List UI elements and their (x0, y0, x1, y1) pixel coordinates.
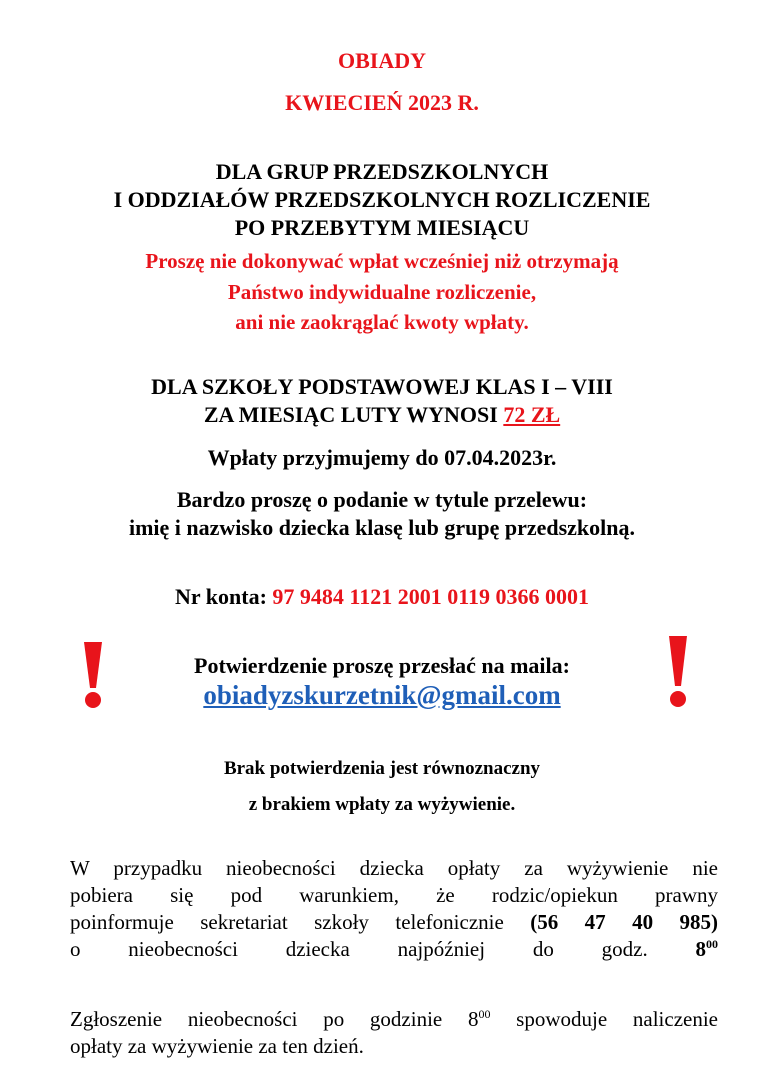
deadline-hour-minutes: 00 (706, 937, 719, 951)
preschool-heading-line1: DLA GRUP PRZEDSZKOLNYCH (215, 159, 549, 184)
late-report-text: Zgłoszenie nieobecności po godzinie 8 (70, 1007, 479, 1031)
deadline-hour (696, 937, 719, 961)
confirmation-note-line1: Brak potwierdzenia jest równoznaczny (223, 758, 541, 779)
confirmation-note-line2: z brakiem wpłaty za wyżywienie. (248, 794, 516, 815)
absence-paragraph-line1: W przypadku nieobecności dziecka opłaty za wyżywienie nie (70, 856, 718, 880)
absence-paragraph-line2: pobiera się pod warunkiem, że rodzic/opiekun prawny (70, 883, 718, 907)
school-fee-label: ZA MIESIĄC LUTY WYNOSI (203, 402, 504, 427)
absence-paragraph-line3 (70, 909, 718, 936)
school-heading-line2 (0, 402, 764, 428)
preschool-warning-line1: Proszę nie dokonywać wpłat wcześniej niż otrzymają (145, 249, 619, 273)
confirmation-text: Potwierdzenie proszę przesłać na maila: (194, 653, 570, 678)
school-fee-amount: 72 ZŁ (503, 402, 561, 427)
transfer-title-note-line1: Bardzo proszę o podanie w tytule przelewu: (176, 487, 588, 512)
school-phone-number: (56 47 40 985) (530, 910, 718, 934)
late-report-text-end: spowoduje naliczenie (490, 1007, 718, 1031)
preschool-warning-line3: ani nie zaokrąglać kwoty wpłaty. (235, 310, 529, 334)
late-report-line2: opłaty za wyżywienie za ten dzień. (70, 1034, 364, 1058)
document-title: OBIADY (337, 48, 426, 73)
document-month: KWIECIEŃ 2023 R. (285, 90, 479, 115)
preschool-heading-line3: PO PRZEBYTYM MIESIĄCU (234, 215, 530, 240)
absence-paragraph-text: poinformuje sekretariat szkoły telefonicznie (70, 910, 504, 934)
bank-account (0, 584, 764, 610)
absence-paragraph-text: o nieobecności dziecka najpóźniej do godz. (70, 937, 648, 961)
late-report-line1 (70, 1006, 718, 1033)
transfer-title-note-line2: imię i nazwisko dziecka klasę lub grupę przedszkolną. (128, 515, 636, 540)
school-heading-line1: DLA SZKOŁY PODSTAWOWEJ KLAS I – VIII (151, 374, 613, 399)
payment-deadline: Wpłaty przyjmujemy do 07.04.2023r. (207, 445, 557, 470)
email-line (0, 680, 764, 711)
deadline-hour-value: 8 (695, 937, 707, 961)
email-link[interactable]: obiadyzskurzetnik@gmail.com (203, 680, 561, 710)
absence-paragraph-line4 (70, 936, 718, 963)
bank-account-label: Nr konta: (175, 584, 273, 609)
late-report-minutes: 00 (478, 1007, 491, 1021)
preschool-warning-line2: Państwo indywidualne rozliczenie, (227, 280, 537, 304)
bank-account-number: 97 9484 1121 2001 0119 0366 0001 (272, 584, 589, 609)
preschool-heading-line2: I ODDZIAŁÓW PRZEDSZKOLNYCH ROZLICZENIE (113, 187, 651, 212)
